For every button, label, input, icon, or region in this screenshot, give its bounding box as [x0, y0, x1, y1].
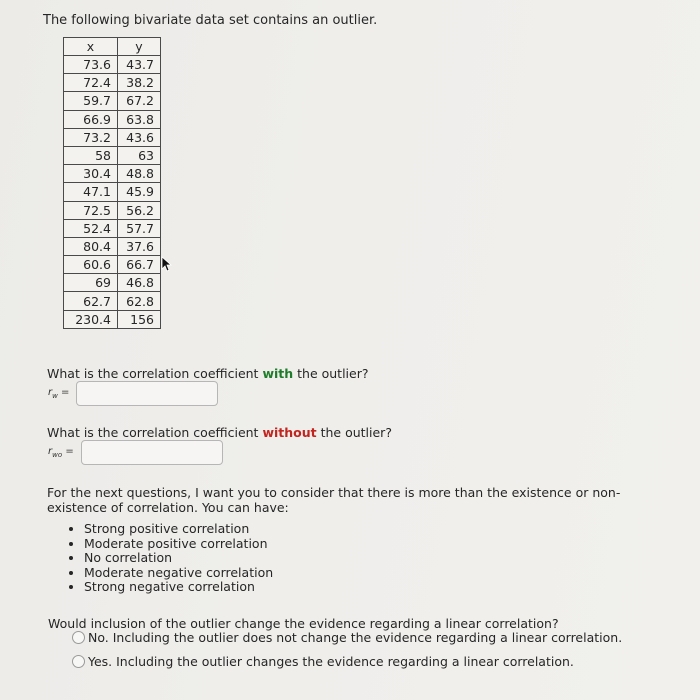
r-with-input[interactable]	[76, 381, 218, 406]
radio-button-yes[interactable]	[72, 655, 85, 668]
cell-x: 30.4	[64, 165, 118, 183]
radio-label-yes: Yes. Including the outlier changes the evidence regarding a linear correlation.	[88, 654, 574, 669]
cell-x: 52.4	[64, 219, 118, 237]
list-item: • No correlation	[84, 551, 273, 566]
header-x: x	[64, 38, 118, 56]
cell-y: 45.9	[118, 183, 161, 201]
radio-button-no[interactable]	[72, 631, 85, 644]
correlation-options-list	[70, 522, 273, 595]
table-row	[64, 292, 161, 310]
equals-sign: =	[57, 387, 70, 398]
data-table	[63, 37, 161, 329]
cell-y: 63.8	[118, 110, 161, 128]
table-row	[64, 183, 161, 201]
question-with-outlier	[47, 366, 369, 381]
cell-x: 80.4	[64, 237, 118, 255]
emphasis-without: without	[262, 425, 317, 440]
intro-text: The following bivariate data set contains an outlier.	[43, 13, 378, 28]
table-row	[64, 237, 161, 255]
cell-x: 72.4	[64, 74, 118, 92]
cell-y: 37.6	[118, 237, 161, 255]
table-row	[64, 310, 161, 328]
cell-x: 72.5	[64, 201, 118, 219]
cell-x: 59.7	[64, 92, 118, 110]
header-y: y	[118, 38, 161, 56]
question-without-suffix: the outlier?	[316, 425, 392, 440]
table-row	[64, 56, 161, 74]
cell-x: 66.9	[64, 110, 118, 128]
mouse-pointer-icon	[160, 256, 176, 272]
r-without-input[interactable]	[81, 440, 223, 465]
cell-x: 62.7	[64, 292, 118, 310]
list-item: • Moderate positive correlation	[84, 537, 273, 552]
cell-y: 156	[118, 310, 161, 328]
cell-x: 230.4	[64, 310, 118, 328]
question-without-outlier	[47, 425, 392, 440]
cell-y: 62.8	[118, 292, 161, 310]
cell-x: 73.2	[64, 128, 118, 146]
list-item: • Moderate negative correlation	[84, 566, 273, 581]
cell-y: 38.2	[118, 74, 161, 92]
emphasis-with: with	[262, 366, 294, 381]
cell-x: 73.6	[64, 56, 118, 74]
outlier-question: Would inclusion of the outlier change the evidence regarding a linear correlation?	[48, 616, 559, 631]
equals-sign: =	[62, 446, 74, 457]
cell-y: 46.8	[118, 274, 161, 292]
r-subscript-w: w	[52, 392, 58, 400]
cell-y: 67.2	[118, 92, 161, 110]
table-row	[64, 219, 161, 237]
table-row	[64, 165, 161, 183]
cell-x: 60.6	[64, 256, 118, 274]
table-row	[64, 274, 161, 292]
r-symbol: r	[48, 446, 53, 457]
instructions-paragraph: For the next questions, I want you to consider that there is more than the existence or non-existence of correlation. You can have:	[47, 485, 621, 515]
radio-label-no: No. Including the outlier does not change the evidence regarding a linear correlation.	[88, 630, 623, 645]
radio-option-no[interactable]	[72, 630, 622, 645]
question-without-prefix: What is the correlation coefficient	[47, 425, 263, 440]
cell-y: 43.7	[118, 56, 161, 74]
list-item: • Strong positive correlation	[84, 522, 273, 537]
r-with-label	[48, 387, 69, 400]
r-subscript-wo: wo	[52, 451, 63, 459]
table-row	[64, 92, 161, 110]
cell-y: 63	[118, 146, 161, 164]
cell-x: 58	[64, 146, 118, 164]
table-row	[64, 128, 161, 146]
radio-option-yes[interactable]	[72, 654, 574, 669]
cell-y: 48.8	[118, 165, 161, 183]
cell-y: 56.2	[118, 201, 161, 219]
table-row	[64, 201, 161, 219]
r-without-label	[48, 446, 74, 459]
table-row	[64, 256, 161, 274]
table-row	[64, 146, 161, 164]
cell-y: 57.7	[118, 219, 161, 237]
cell-y: 66.7	[118, 256, 161, 274]
cell-x: 69	[64, 274, 118, 292]
table-row	[64, 74, 161, 92]
question-with-suffix: the outlier?	[293, 366, 369, 381]
cell-y: 43.6	[118, 128, 161, 146]
question-with-prefix: What is the correlation coefficient	[47, 366, 263, 381]
cell-x: 47.1	[64, 183, 118, 201]
table-header-row	[64, 38, 161, 56]
list-item: • Strong negative correlation	[84, 580, 273, 595]
table-row	[64, 110, 161, 128]
r-symbol: r	[48, 387, 53, 398]
